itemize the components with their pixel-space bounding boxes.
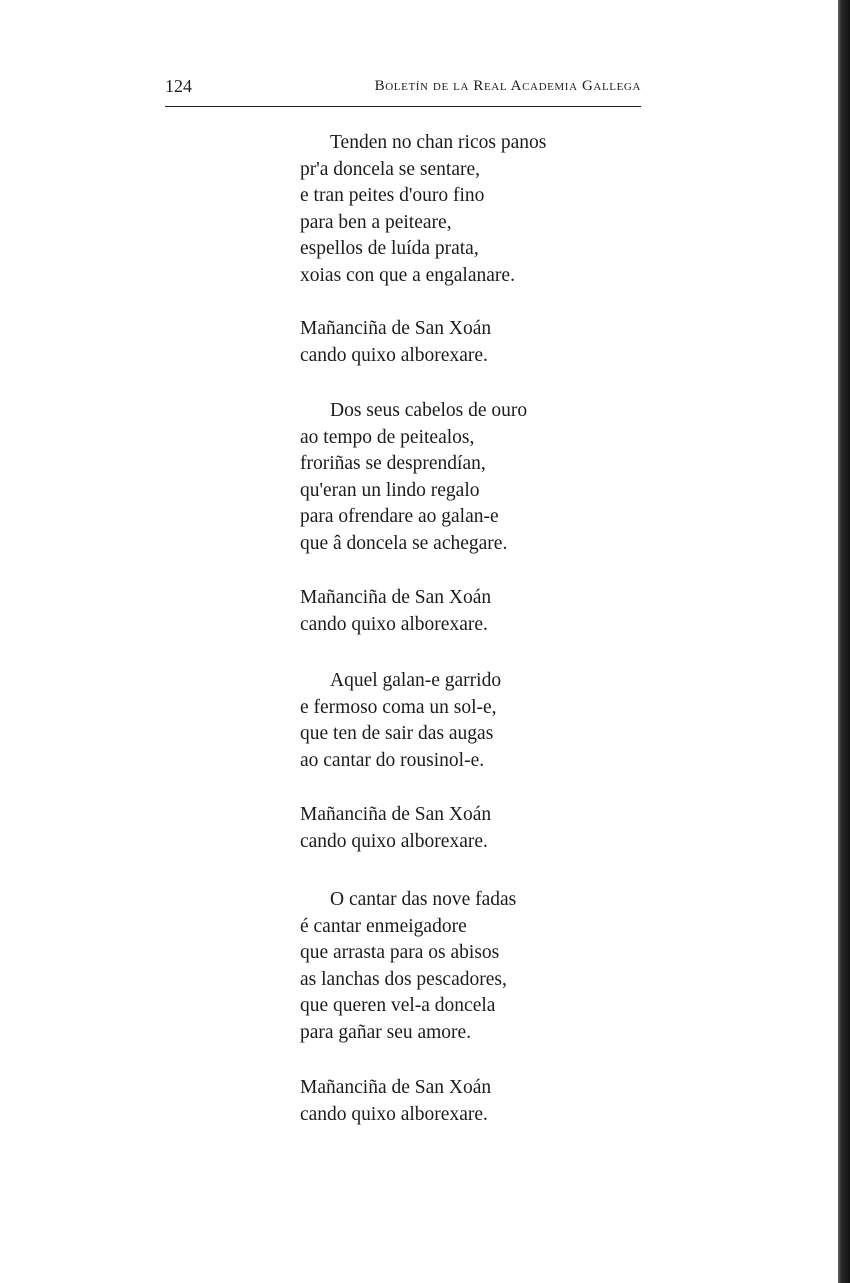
poem-line: é cantar enmeigadore (300, 915, 467, 937)
poem-line: e fermoso coma un sol-e, (300, 696, 497, 718)
poem-line: Tenden no chan ricos panos (330, 132, 547, 153)
stanza-verse-1 (300, 130, 640, 289)
poem-line: cando quixo alborexare. (300, 613, 488, 635)
page-number: 124 (165, 76, 192, 96)
stanza-refrain-2 (300, 585, 640, 638)
poem-line: Aquel galan-e garrido (330, 670, 502, 691)
poem-line: cando quixo alborexare. (300, 830, 488, 852)
page-header (165, 76, 641, 106)
poem-line: ao tempo de peitealos, (300, 426, 475, 448)
poem-line: espellos de luída prata, (300, 238, 479, 259)
stanza-verse-3 (300, 668, 640, 774)
poem-line: que queren vel-a doncela (300, 995, 496, 1016)
poem-line: Mañanciña de San Xoán (300, 804, 492, 825)
poem-line: que arrasta para os abisos (300, 942, 500, 963)
poem-line: xoias con que a engalanare. (300, 264, 515, 286)
poem-line: ao cantar do rousinol-e. (300, 749, 485, 771)
stanza-verse-2 (300, 398, 640, 557)
running-title: Boletín de la Real Academia Gallega (374, 78, 641, 94)
page-edge-shadow (838, 0, 850, 1283)
poem-line: que ten de sair das augas (300, 723, 494, 744)
poem-line: Dos seus cabelos de ouro (330, 400, 528, 421)
poem-line: para gañar seu amore. (300, 1021, 472, 1043)
poem-line: pr'a doncela se sentare, (300, 158, 481, 180)
stanza-refrain-1 (300, 316, 640, 369)
poem-line: as lanchas dos pescadores, (300, 968, 507, 990)
poem-line: Mañanciña de San Xoán (300, 1077, 492, 1098)
stanza-refrain-4 (300, 1075, 640, 1128)
poem-line: Mañanciña de San Xoán (300, 318, 492, 339)
poem-line: qu'eran un lindo regalo (300, 479, 480, 501)
poem-line: e tran peites d'ouro fino (300, 185, 485, 206)
stanza-refrain-3 (300, 802, 640, 855)
poem-line: cando quixo alborexare. (300, 1103, 488, 1125)
poem-line: O cantar das nove fadas (330, 889, 517, 910)
stanza-verse-4 (300, 887, 640, 1046)
poem-line: Mañanciña de San Xoán (300, 587, 492, 608)
poem-line: froriñas se desprendían, (300, 453, 486, 474)
poem-line: que â doncela se achegare. (300, 532, 508, 554)
header-rule (165, 106, 641, 107)
poem-line: para ofrendare ao galan-e (300, 506, 499, 527)
poem-line: para ben a peiteare, (300, 211, 452, 233)
poem-line: cando quixo alborexare. (300, 344, 488, 366)
